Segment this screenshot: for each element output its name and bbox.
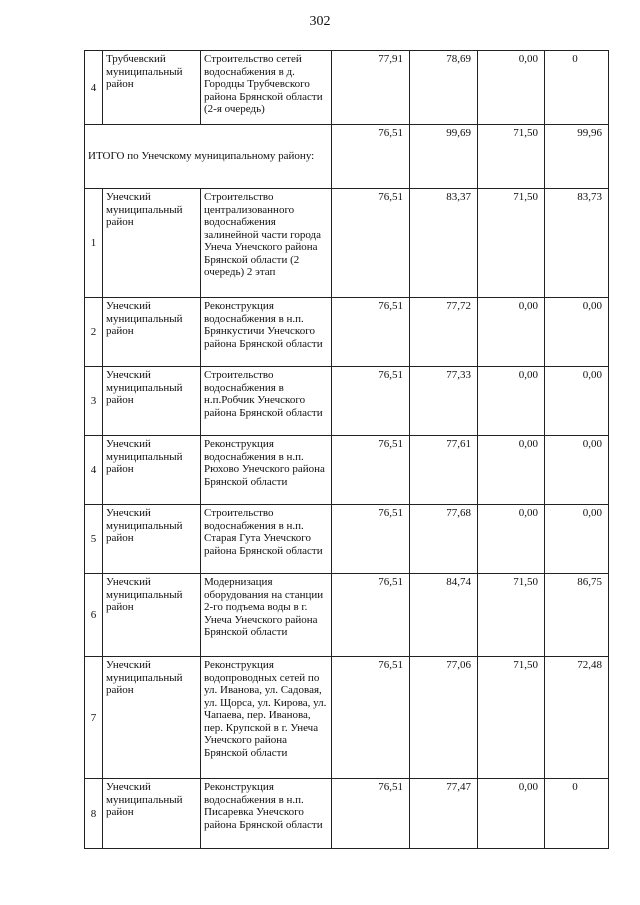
table-row	[85, 574, 609, 657]
value-cell-2: 77,72	[410, 298, 478, 367]
project-cell: Модернизация оборудования на станции 2-го подъема воды в г. Унеча Унечского района Брянской области	[201, 574, 332, 657]
value-cell-1: 76,51	[332, 367, 410, 436]
value-cell-1: 76,51	[332, 189, 410, 298]
row-number: 2	[85, 298, 103, 367]
value-cell-2: 77,06	[410, 657, 478, 779]
value-cell-3: 0,00	[478, 436, 545, 505]
table-row	[85, 436, 609, 505]
value-cell-4: 0	[545, 779, 609, 849]
value-cell-2: 77,33	[410, 367, 478, 436]
value-cell-4: 0,00	[545, 436, 609, 505]
value-cell-1: 76,51	[332, 574, 410, 657]
row-number: 4	[85, 436, 103, 505]
row-number: 1	[85, 189, 103, 298]
project-cell: Строительство водоснабжения в н.п.Робчик Унечского района Брянской области	[201, 367, 332, 436]
table-row	[85, 657, 609, 779]
table-row	[85, 298, 609, 367]
value-cell-4: 86,75	[545, 574, 609, 657]
table-row	[85, 779, 609, 849]
district-cell: Унечский муниципальный район	[103, 657, 201, 779]
project-cell: Реконструкция водоснабжения в н.п. Рюхово Унечского района Брянской области	[201, 436, 332, 505]
project-cell: Строительство водоснабжения в н.п. Старая Гута Унечского района Брянской области	[201, 505, 332, 574]
project-cell: Строительство сетей водоснабжения в д. Городцы Трубчевского района Брянской области (2-я очередь)	[201, 51, 332, 125]
value-cell-3: 0,00	[478, 505, 545, 574]
row-number: 7	[85, 657, 103, 779]
value-cell-2: 84,74	[410, 574, 478, 657]
project-cell: Реконструкция водоснабжения в н.п. Писаревка Унечского района Брянской области	[201, 779, 332, 849]
district-cell: Унечский муниципальный район	[103, 505, 201, 574]
row-number: 4	[85, 51, 103, 125]
value-cell-4: 0,00	[545, 505, 609, 574]
row-number: 3	[85, 367, 103, 436]
value-cell-4: 72,48	[545, 657, 609, 779]
value-cell-1: 76,51	[332, 779, 410, 849]
district-cell: Унечский муниципальный район	[103, 189, 201, 298]
value-cell-3: 0,00	[478, 779, 545, 849]
value-cell-3: 71,50	[478, 657, 545, 779]
value-cell-1: 76,51	[332, 505, 410, 574]
district-cell: Унечский муниципальный район	[103, 367, 201, 436]
total-value-2: 99,69	[410, 125, 478, 189]
value-cell-2: 77,68	[410, 505, 478, 574]
value-cell-2: 77,61	[410, 436, 478, 505]
project-cell: Реконструкция водоснабжения в н.п. Брянкустичи Унечского района Брянской области	[201, 298, 332, 367]
project-cell: Строительство централизованного водоснабжения залинейной части города Унеча Унечского района Брянской области (2 очередь) 2 этап	[201, 189, 332, 298]
total-value-1: 76,51	[332, 125, 410, 189]
value-cell-2: 83,37	[410, 189, 478, 298]
table-row	[85, 505, 609, 574]
row-number: 8	[85, 779, 103, 849]
table-row	[85, 367, 609, 436]
page-number: 302	[309, 14, 331, 29]
district-cell: Унечский муниципальный район	[103, 574, 201, 657]
value-cell-4: 0,00	[545, 367, 609, 436]
value-cell-4: 0,00	[545, 298, 609, 367]
value-cell-4: 0	[545, 51, 609, 125]
value-cell-1: 77,91	[332, 51, 410, 125]
total-row	[85, 125, 609, 189]
total-value-4: 99,96	[545, 125, 609, 189]
value-cell-3: 0,00	[478, 51, 545, 125]
total-label: ИТОГО по Унечскому муниципальному району:	[85, 125, 332, 189]
value-cell-3: 0,00	[478, 298, 545, 367]
table-row	[85, 51, 609, 125]
value-cell-1: 76,51	[332, 436, 410, 505]
value-cell-3: 71,50	[478, 574, 545, 657]
total-value-3: 71,50	[478, 125, 545, 189]
district-cell: Унечский муниципальный район	[103, 779, 201, 849]
district-cell: Унечский муниципальный район	[103, 298, 201, 367]
value-cell-4: 83,73	[545, 189, 609, 298]
value-cell-2: 78,69	[410, 51, 478, 125]
value-cell-1: 76,51	[332, 298, 410, 367]
value-cell-3: 0,00	[478, 367, 545, 436]
value-cell-3: 71,50	[478, 189, 545, 298]
row-number: 5	[85, 505, 103, 574]
project-cell: Реконструкция водопроводных сетей по ул. Иванова, ул. Садовая, ул. Щорса, ул. Кирова, ул. Чапаева, пер. Иванова, пер. Крупской в г. Унеча Унечского района Брянской области	[201, 657, 332, 779]
district-cell: Унечский муниципальный район	[103, 436, 201, 505]
value-cell-2: 77,47	[410, 779, 478, 849]
table-row	[85, 189, 609, 298]
district-cell: Трубчевский муниципальный район	[103, 51, 201, 125]
water-supply-table	[84, 50, 609, 849]
row-number: 6	[85, 574, 103, 657]
value-cell-1: 76,51	[332, 657, 410, 779]
